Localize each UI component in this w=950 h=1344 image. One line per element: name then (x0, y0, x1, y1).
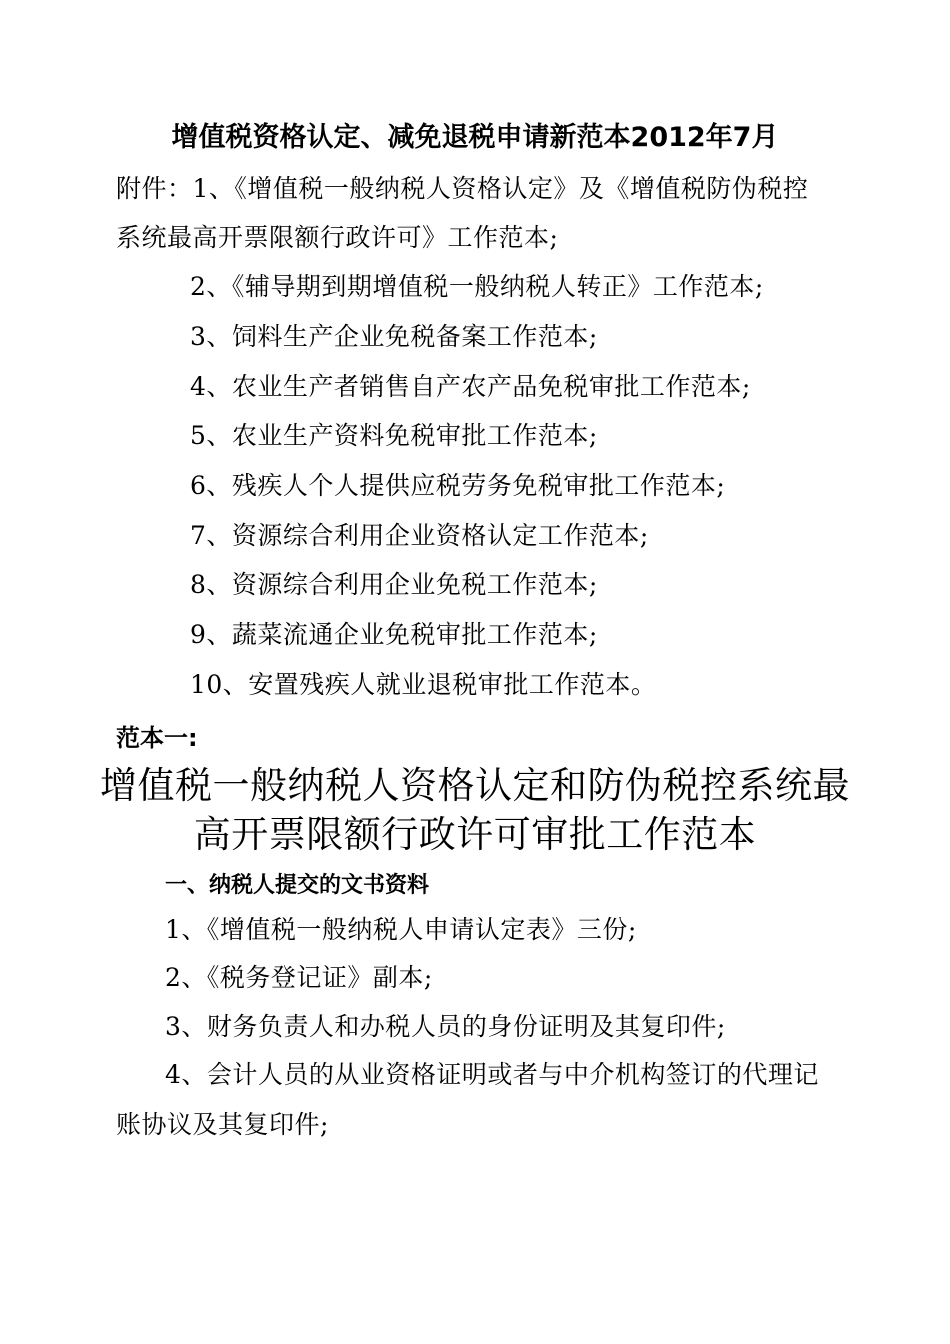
attachment-item: 5、农业生产资料免税审批工作范本; (190, 421, 598, 450)
attachment-item: 10、安置残疾人就业退税审批工作范本。 (190, 670, 657, 699)
document-item: 1、《增值税一般纳税人申请认定表》三份; (165, 915, 637, 944)
attachment-item: 8、资源综合利用企业免税工作范本; (190, 570, 598, 599)
template-title-line-1: 增值税一般纳税人资格认定和防伪税控系统最 (100, 764, 850, 807)
attachment-item: 3、饲料生产企业免税备案工作范本; (190, 322, 598, 351)
template-label: 范本一: (116, 724, 198, 752)
attachment-item: 4、农业生产者销售自产农产品免税审批工作范本; (190, 372, 751, 401)
template-title-line-2: 高开票限额行政许可审批工作范本 (193, 813, 757, 856)
attachment-item: 7、资源综合利用企业资格认定工作范本; (190, 521, 649, 550)
attachments-intro-line-2: 系统最高开票限额行政许可》工作范本; (116, 223, 559, 252)
attachment-item: 9、蔬菜流通企业免税审批工作范本; (190, 620, 598, 649)
document-item: 2、《税务登记证》副本; (165, 963, 433, 992)
attachment-item: 2、《辅导期到期增值税一般纳税人转正》工作范本; (190, 272, 764, 301)
section-heading: 一、纳税人提交的文书资料 (165, 873, 430, 898)
document-item: 3、财务负责人和办税人员的身份证明及其复印件; (165, 1012, 726, 1041)
attachments-intro-line-1: 附件：1、《增值税一般纳税人资格认定》及《增值税防伪税控 (116, 174, 809, 203)
document-item: 4、会计人员的从业资格证明或者与中介机构签订的代理记 (165, 1060, 819, 1089)
document-title: 增值税资格认定、减免退税申请新范本2012年7月 (171, 122, 779, 153)
document-item-continuation: 账协议及其复印件; (116, 1110, 329, 1139)
attachment-item: 6、残疾人个人提供应税劳务免税审批工作范本; (190, 471, 726, 500)
